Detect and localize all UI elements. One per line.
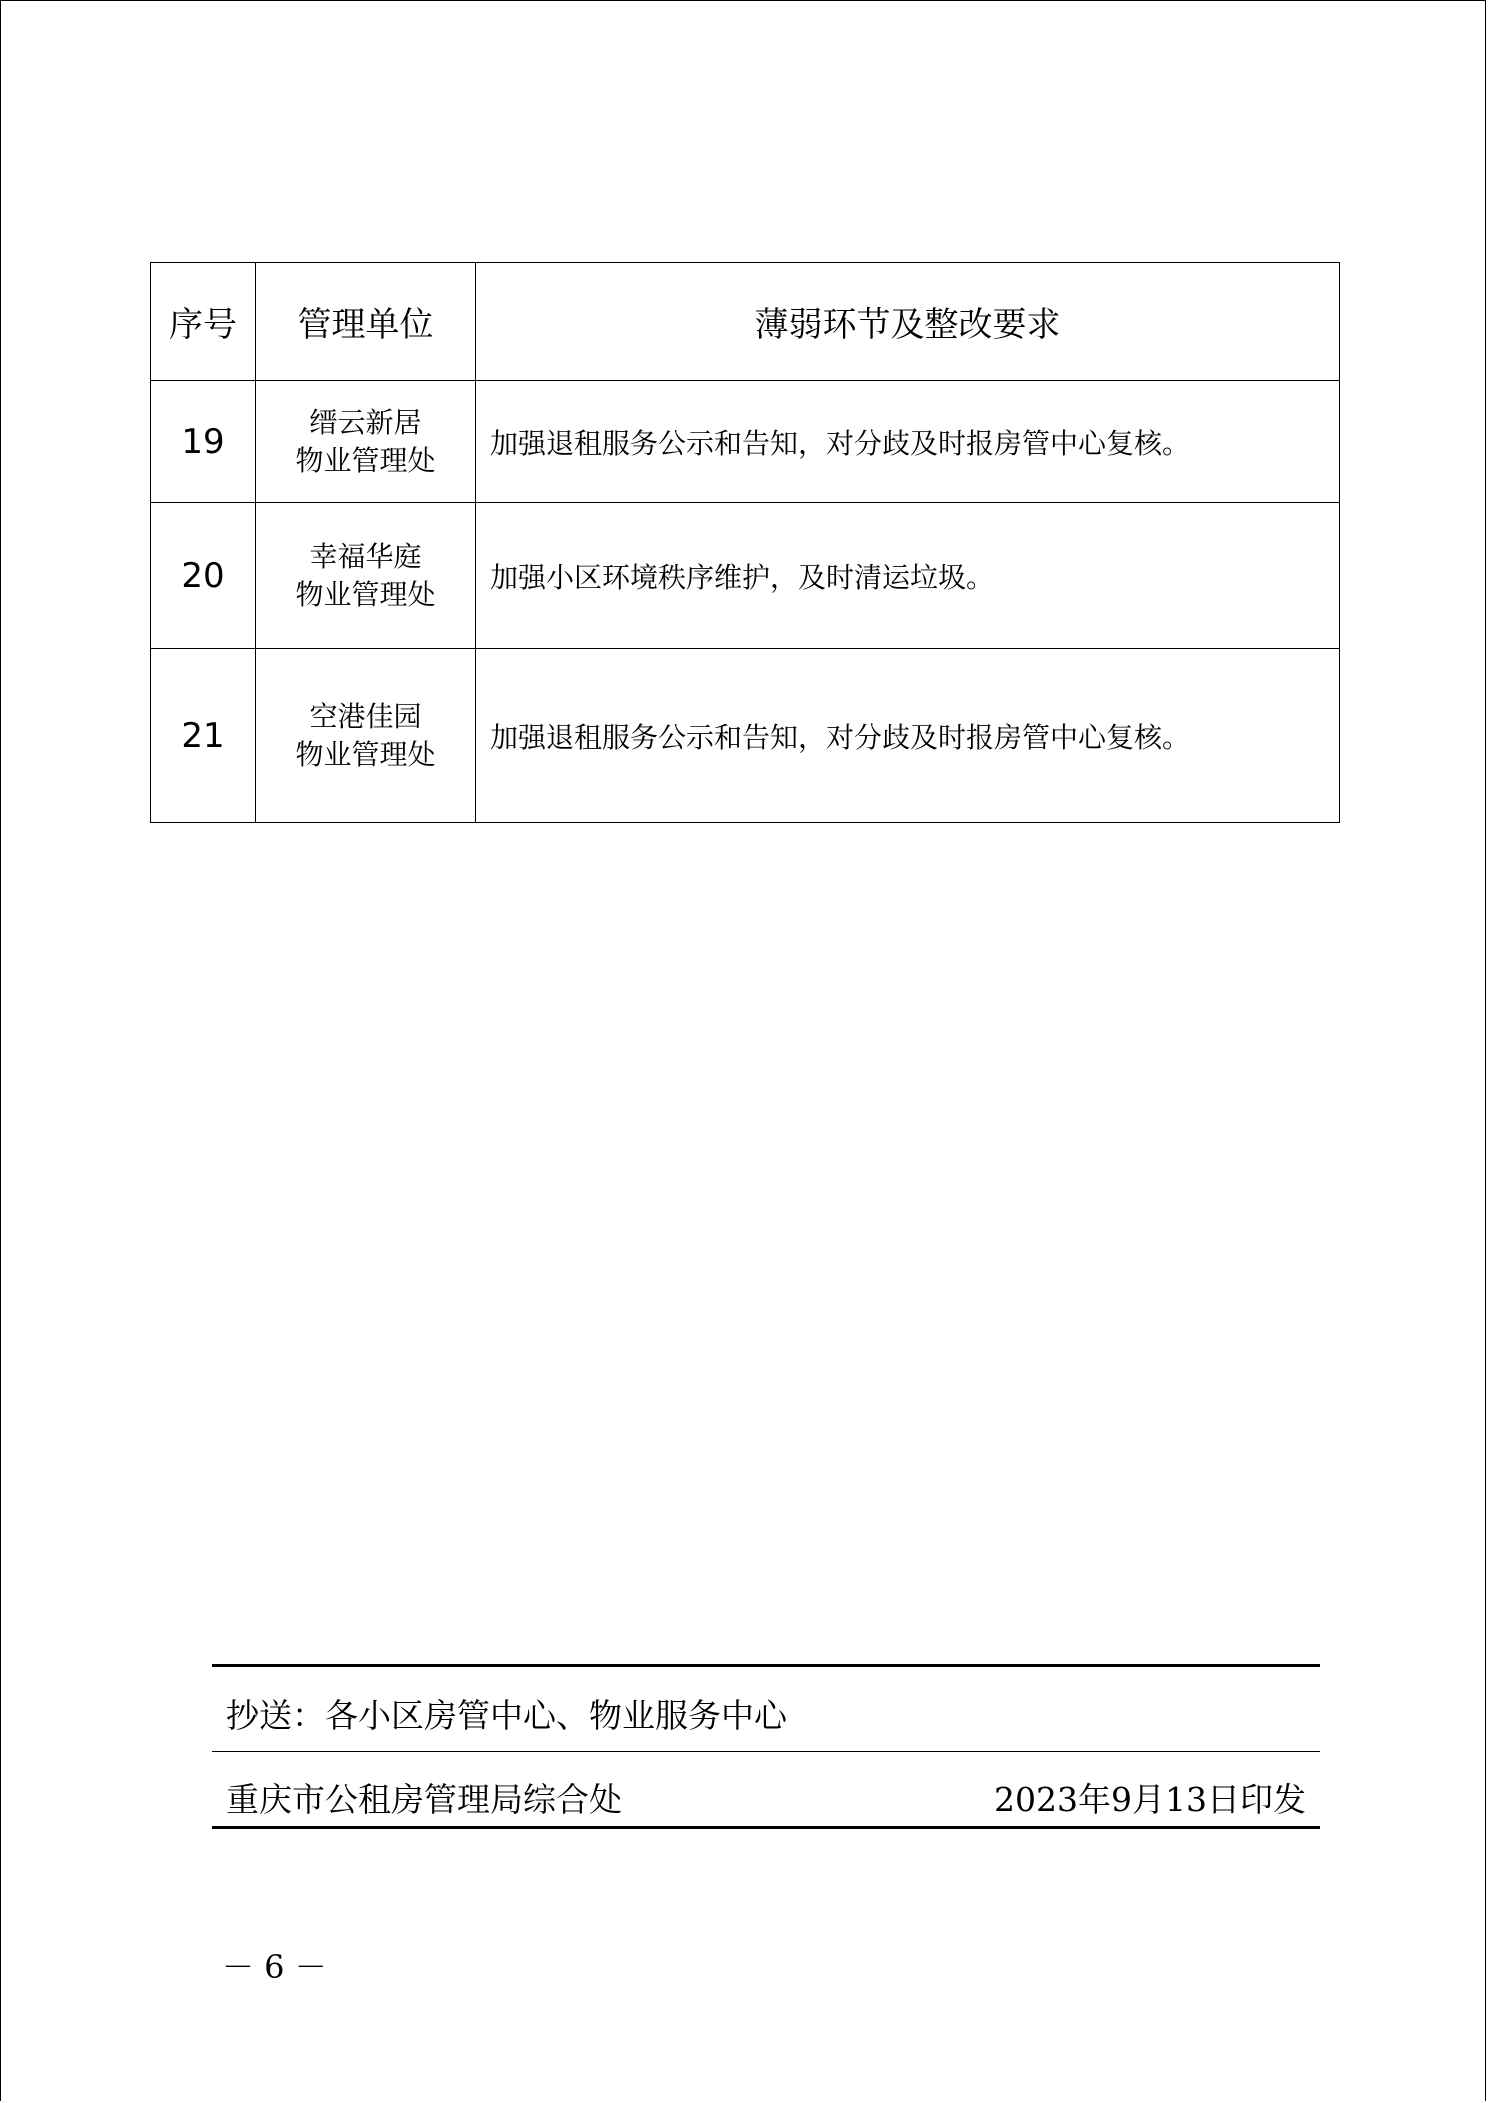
rectification-table	[150, 262, 1340, 823]
cc-line: 抄送：各小区房管中心、物业服务中心	[226, 1696, 787, 1735]
table-row	[151, 503, 1340, 649]
footer-top-rule	[212, 1664, 1320, 1667]
row-unit-line1: 空港佳园	[309, 699, 422, 733]
table-header-row	[151, 263, 1340, 381]
row-unit	[256, 649, 476, 823]
row-unit-line2: 物业管理处	[295, 737, 436, 771]
footer-bottom-rule	[212, 1826, 1320, 1829]
row-unit	[256, 503, 476, 649]
table-row	[151, 649, 1340, 823]
row-unit-line2: 物业管理处	[295, 443, 436, 477]
row-serial: 20	[151, 503, 256, 649]
row-requirement: 加强退租服务公示和告知，对分歧及时报房管中心复核。	[476, 381, 1340, 503]
row-serial: 21	[151, 649, 256, 823]
issue-date: 2023年9月13日印发	[994, 1780, 1306, 1819]
row-unit-line1: 缙云新居	[309, 405, 422, 439]
header-serial: 序号	[151, 263, 256, 381]
issuer-name: 重庆市公租房管理局综合处	[226, 1780, 622, 1819]
row-requirement: 加强退租服务公示和告知，对分歧及时报房管中心复核。	[476, 649, 1340, 823]
row-requirement: 加强小区环境秩序维护，及时清运垃圾。	[476, 503, 1340, 649]
row-serial: 19	[151, 381, 256, 503]
row-unit-line1: 幸福华庭	[309, 539, 422, 573]
footer-middle-rule	[212, 1751, 1320, 1752]
table-row	[151, 381, 1340, 503]
page-number: － 6 －	[222, 1948, 327, 1986]
header-requirement: 薄弱环节及整改要求	[476, 263, 1340, 381]
row-unit	[256, 381, 476, 503]
row-unit-line2: 物业管理处	[295, 577, 436, 611]
header-unit: 管理单位	[256, 263, 476, 381]
document-footer	[212, 1664, 1320, 1830]
